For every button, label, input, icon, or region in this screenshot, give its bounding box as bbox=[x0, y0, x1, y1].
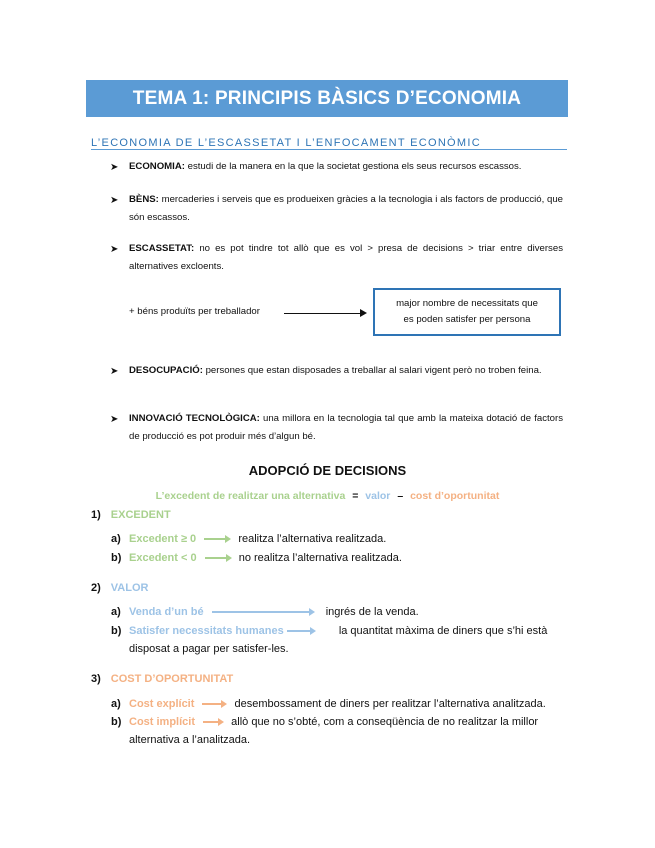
item-excedent bbox=[91, 509, 171, 521]
sub-item bbox=[111, 604, 419, 621]
sub-desc: allò que no s’obté, com a conseqüència de no realitzar la millor bbox=[231, 716, 539, 728]
sub-desc: la quantitat màxima de diners que s’hi està bbox=[338, 625, 548, 637]
item-number: 1) bbox=[91, 509, 101, 521]
term-economia: ECONOMIA: bbox=[129, 161, 185, 172]
diagram-arrow-line bbox=[284, 313, 364, 314]
section-heading-text: L’ECONOMIA DE L’ESCASSETAT I L’ENFOCAMENT ECONÒMIC bbox=[91, 137, 481, 149]
item-cost bbox=[91, 673, 233, 685]
arrow-icon bbox=[203, 721, 223, 723]
bullet-escassetat bbox=[129, 240, 563, 276]
bullet-bens bbox=[129, 191, 563, 227]
diagram-box bbox=[373, 288, 561, 336]
sub-desc: ingrés de la venda. bbox=[325, 606, 419, 618]
arrow-icon bbox=[287, 630, 315, 632]
sub-letter: a) bbox=[111, 698, 121, 710]
sub-item bbox=[111, 714, 538, 731]
arrow-icon bbox=[204, 538, 230, 540]
sub-item bbox=[111, 550, 402, 567]
diagram-left-text: + béns produïts per treballador bbox=[129, 306, 260, 317]
term-escassetat: ESCASSETAT: bbox=[129, 243, 195, 254]
page-title: TEMA 1: PRINCIPIS BÀSICS D’ECONOMIA bbox=[86, 80, 568, 117]
sub-term: Cost implícit bbox=[129, 716, 196, 728]
sub-term: Excedent ≥ 0 bbox=[129, 533, 197, 545]
formula-minus: – bbox=[397, 490, 404, 502]
sub-term: Satisfer necessitats humanes bbox=[129, 625, 284, 637]
arrow-icon bbox=[212, 611, 314, 613]
item-label: COST D’OPORTUNITAT bbox=[110, 673, 234, 685]
def-desocupacio: persones que estan disposades a treballar al salari vigent però no troben feina. bbox=[202, 365, 542, 376]
sub-desc-continued: disposat a pagar per satisfer-les. bbox=[129, 643, 289, 655]
sub-desc: realitza l’alternativa realitzada. bbox=[238, 533, 387, 545]
sub-item bbox=[111, 623, 547, 640]
sub-letter: b) bbox=[111, 625, 122, 637]
sub-letter: a) bbox=[111, 606, 121, 618]
sub-letter: a) bbox=[111, 533, 121, 545]
decisions-formula bbox=[0, 490, 655, 502]
formula-equals: = bbox=[352, 490, 359, 502]
item-valor bbox=[91, 582, 148, 594]
def-economia: estudi de la manera en la que la societat gestiona els seus recursos escassos. bbox=[184, 161, 522, 172]
term-bens: BÈNS: bbox=[129, 194, 159, 205]
formula-excedent: L’excedent de realitzar una alternativa bbox=[155, 490, 346, 502]
formula-cost: cost d’oportunitat bbox=[410, 490, 500, 502]
bullet-innovacio bbox=[129, 410, 563, 446]
bullet-marker: ➤ bbox=[110, 195, 119, 206]
sub-desc: desembossament de diners per realitzar l’alternativa analitzada. bbox=[234, 698, 546, 710]
bullet-marker: ➤ bbox=[110, 162, 119, 173]
sub-term: Venda d’un bé bbox=[129, 606, 204, 618]
formula-valor: valor bbox=[365, 490, 391, 502]
sub-desc-continued: alternativa a l’analitzada. bbox=[129, 734, 251, 746]
diagram-box-line2: es poden satisfer per persona bbox=[403, 314, 531, 325]
bullet-marker: ➤ bbox=[110, 414, 119, 425]
bullet-desocupacio bbox=[129, 362, 563, 380]
term-innovacio: INNOVACIÓ TECNOLÒGICA: bbox=[129, 413, 260, 424]
def-innovacio: una millora en la tecnologia tal que amb la mateixa dotació de factors de producció es pot produir més d’algun bé. bbox=[129, 413, 563, 442]
arrow-icon bbox=[202, 703, 226, 705]
term-desocupacio: DESOCUPACIÓ: bbox=[129, 365, 203, 376]
sub-desc: no realitza l’alternativa realitzada. bbox=[238, 552, 402, 564]
sub-item bbox=[111, 531, 386, 548]
item-label: VALOR bbox=[110, 582, 149, 594]
sub-term: Excedent < 0 bbox=[129, 552, 197, 564]
bullet-economia bbox=[129, 158, 563, 176]
item-number: 2) bbox=[91, 582, 101, 594]
diagram-arrow-head bbox=[360, 309, 367, 317]
bullet-marker: ➤ bbox=[110, 366, 119, 377]
sub-term: Cost explícit bbox=[129, 698, 195, 710]
item-number: 3) bbox=[91, 673, 101, 685]
section-heading bbox=[91, 133, 567, 150]
sub-item bbox=[111, 696, 546, 713]
sub-letter: b) bbox=[111, 716, 122, 728]
item-label: EXCEDENT bbox=[110, 509, 171, 521]
sub-letter: b) bbox=[111, 552, 122, 564]
def-bens: mercaderies i serveis que es produeixen gràcies a la tecnologia i als factors de producció, que són escassos. bbox=[129, 194, 563, 223]
bullet-marker: ➤ bbox=[110, 244, 119, 255]
def-escassetat: no es pot tindre tot allò que es vol > presa de decisions > triar entre diverses alternatives excloents. bbox=[129, 243, 563, 272]
decisions-heading: ADOPCIÓ DE DECISIONS bbox=[248, 463, 407, 478]
diagram-box-line1: major nombre de necessitats que bbox=[396, 298, 538, 309]
arrow-icon bbox=[205, 557, 231, 559]
